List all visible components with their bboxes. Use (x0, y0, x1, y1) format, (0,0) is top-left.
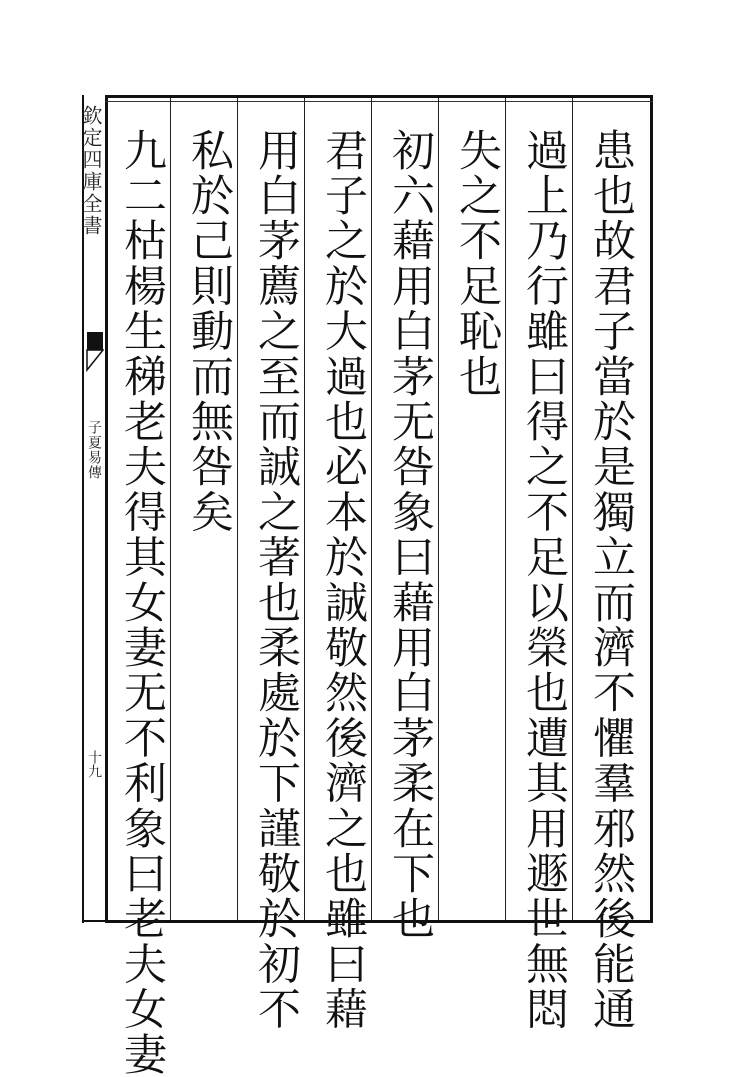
column-rule (237, 98, 238, 920)
text-column-2: 過上乃行雖曰得之不足以榮也遭其用遯世無悶 (519, 128, 569, 1032)
column-rule (371, 98, 372, 920)
top-rule (105, 101, 653, 102)
text-column-7: 私於己則動而無咎矣 (184, 128, 234, 535)
text-column-6: 用白茅薦之至而誠之著也柔處於下謹敬於初不 (251, 128, 301, 1032)
column-rule (438, 98, 439, 920)
text-column-4: 初六藉用白茅无咎象曰藉用白茅柔在下也 (385, 128, 435, 942)
column-rule (572, 98, 573, 920)
margin-book-title: 子夏易傳 (86, 420, 102, 480)
text-column-1: 患也故君子當於是獨立而濟不懼羣邪然後能通 (586, 128, 636, 1032)
text-column-8: 九二枯楊生稊老夫得其女妻无不利象曰老夫女妻 (117, 128, 167, 1077)
margin-page-number: 十九 (86, 750, 102, 778)
column-rule (304, 98, 305, 920)
fish-tail-mark-icon (86, 330, 104, 374)
text-column-3: 失之不足恥也 (452, 128, 502, 400)
column-rule (170, 98, 171, 920)
bottom-rule (82, 920, 653, 922)
margin-collection-title: 欽定四庫全書 (79, 105, 103, 237)
column-rule (505, 98, 506, 920)
text-column-5: 君子之於大過也必本於誠敬然後濟之也雖曰藉 (318, 128, 368, 1032)
